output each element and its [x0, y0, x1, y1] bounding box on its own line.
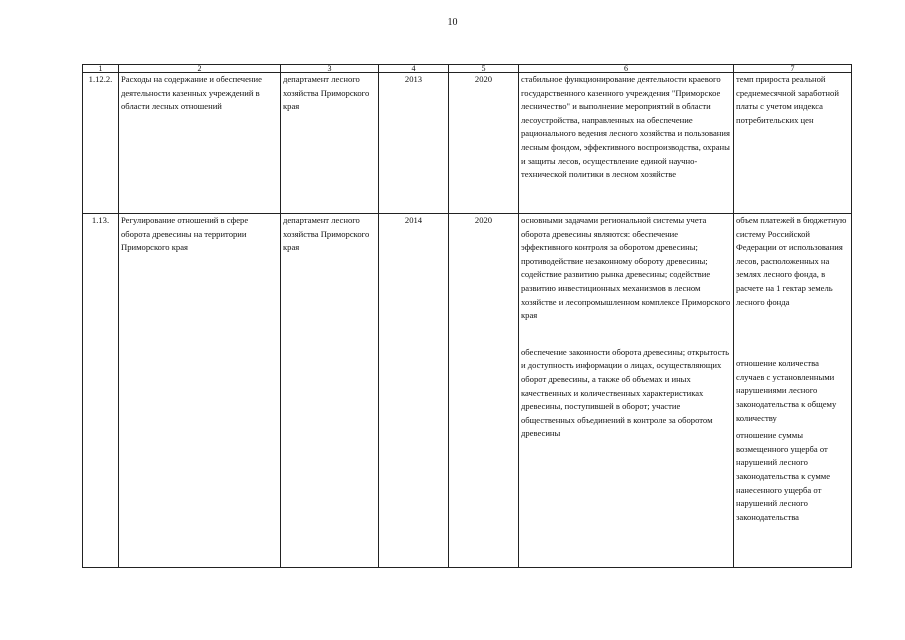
start-year: 2014 — [379, 214, 449, 568]
column-number-row — [83, 65, 852, 73]
column-header: 5 — [449, 65, 519, 73]
expected-result: обеспечение законности оборота древесины; открытость и доступность информации о лицах, осуществляющих оборот древесины, а также об объемах и иных качественных и количественных характеристиках древесины, поступившей в оборот; участие общественных объединений в контроле за оборотом древесины — [521, 346, 730, 439]
end-year: 2020 — [449, 214, 519, 568]
target-indicator-cell — [734, 214, 852, 568]
executor: департамент лесного хозяйства Приморского края — [281, 214, 379, 568]
row-number: 1.12.2. — [83, 73, 119, 214]
measure-name: Регулирование отношений в сфере оборота древесины на территории Приморского края — [119, 214, 281, 568]
target-indicator: объем платежей в бюджетную систему Российской Федерации от использования лесов, расположенных на землях лесного фонда, в расчете на 1 гектар земель лесного фонда — [736, 215, 847, 307]
expected-result: стабильное функционирование деятельности краевого государственного казенного учреждения "Приморское лесничество" и выполнение мероприятий в области лесоустройства, направленных на обеспечение рационального ведения лесного хозяйства и пользования лесным фондом, эффективного воспроизводства, охраны и защиты лесов, осуществление единой научно-технической политики в лесном хозяйстве — [519, 73, 734, 214]
start-year: 2013 — [379, 73, 449, 214]
target-indicator: темп прироста реальной среднемесячной заработной платы с учетом индекса потребительских цен — [734, 73, 852, 214]
target-indicator: отношение суммы возмещенного ущерба от нарушений лесного законодательства к сумме нанесенного ущерба от нарушений лесного законодательства — [736, 430, 831, 522]
program-table — [82, 64, 852, 568]
target-indicator: отношение количества случаев с установленными нарушениями лесного законодательства к общему количеству — [736, 358, 837, 423]
column-header: 7 — [734, 65, 852, 73]
column-header: 6 — [519, 65, 734, 73]
expected-result: основными задачами региональной системы учета оборота древесины являются: обеспечение эффективного контроля за оборотом древесины; противодействие незаконному обороту древесины; содействие развитию рынка древесины; содействие развитию инвестиционных механизмов в лесном хозяйстве и лесопромышленном комплексе Приморского края — [521, 215, 731, 321]
column-header: 2 — [119, 65, 281, 73]
column-header: 3 — [281, 65, 379, 73]
expected-result-cell — [519, 214, 734, 568]
column-header: 4 — [379, 65, 449, 73]
page-number: 10 — [447, 17, 458, 28]
table-row — [83, 73, 852, 214]
measure-name: Расходы на содержание и обеспечение деятельности казенных учреждений в области лесных отношений — [119, 73, 281, 214]
executor: департамент лесного хозяйства Приморского края — [281, 73, 379, 214]
end-year: 2020 — [449, 73, 519, 214]
row-number: 1.13. — [83, 214, 119, 568]
column-header: 1 — [83, 65, 119, 73]
table-row — [83, 214, 852, 568]
